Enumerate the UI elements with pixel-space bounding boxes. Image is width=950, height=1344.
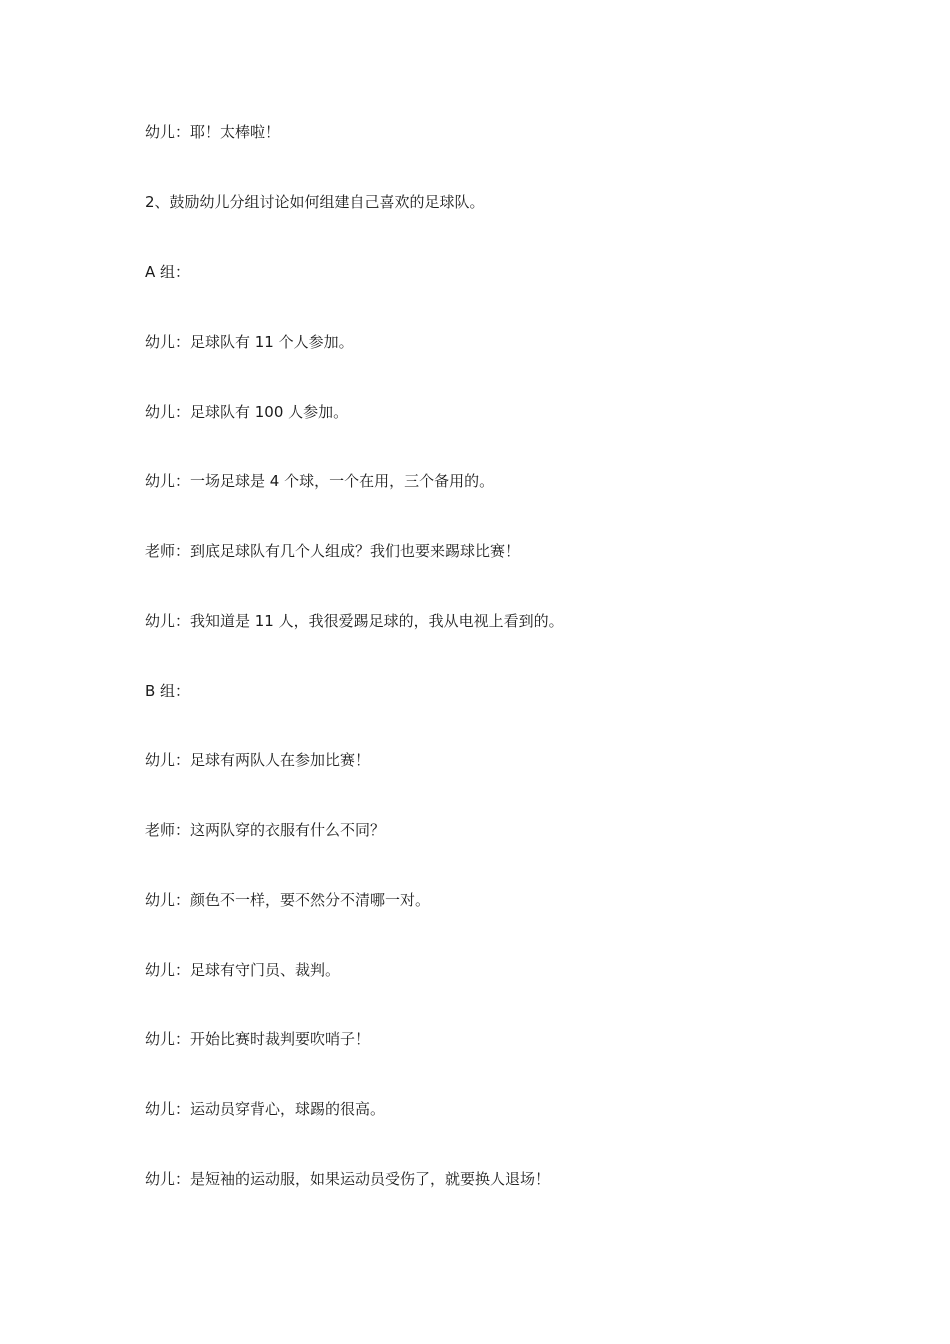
dialogue-line: 幼儿：我知道是 11 人，我很爱踢足球的，我从电视上看到的。: [145, 612, 564, 630]
dialogue-line: 幼儿：运动员穿背心，球踢的很高。: [145, 1100, 386, 1118]
dialogue-line: 幼儿：耶！太棒啦！: [145, 123, 281, 141]
dialogue-line: 幼儿：开始比赛时裁判要吹哨子！: [145, 1030, 371, 1048]
group-heading-a: A 组：: [145, 263, 191, 281]
dialogue-line: 幼儿：足球有两队人在参加比赛！: [145, 751, 371, 769]
dialogue-line: 幼儿：颜色不一样，要不然分不清哪一对。: [145, 891, 431, 909]
dialogue-line: 幼儿：足球队有 11 个人参加。: [145, 333, 354, 351]
group-heading-b: B 组：: [145, 682, 191, 700]
dialogue-line: 幼儿：是短袖的运动服，如果运动员受伤了，就要换人退场！: [145, 1170, 551, 1188]
dialogue-line: 老师：到底足球队有几个人组成？我们也要来踢球比赛！: [145, 542, 521, 560]
dialogue-line: 幼儿：足球队有 100 人参加。: [145, 403, 349, 421]
section-heading: 2、鼓励幼儿分组讨论如何组建自己喜欢的足球队。: [145, 193, 485, 211]
dialogue-line: 老师：这两队穿的衣服有什么不同？: [145, 821, 386, 839]
dialogue-line: 幼儿：足球有守门员、裁判。: [145, 961, 341, 979]
dialogue-line: 幼儿：一场足球是 4 个球，一个在用，三个备用的。: [145, 472, 495, 490]
